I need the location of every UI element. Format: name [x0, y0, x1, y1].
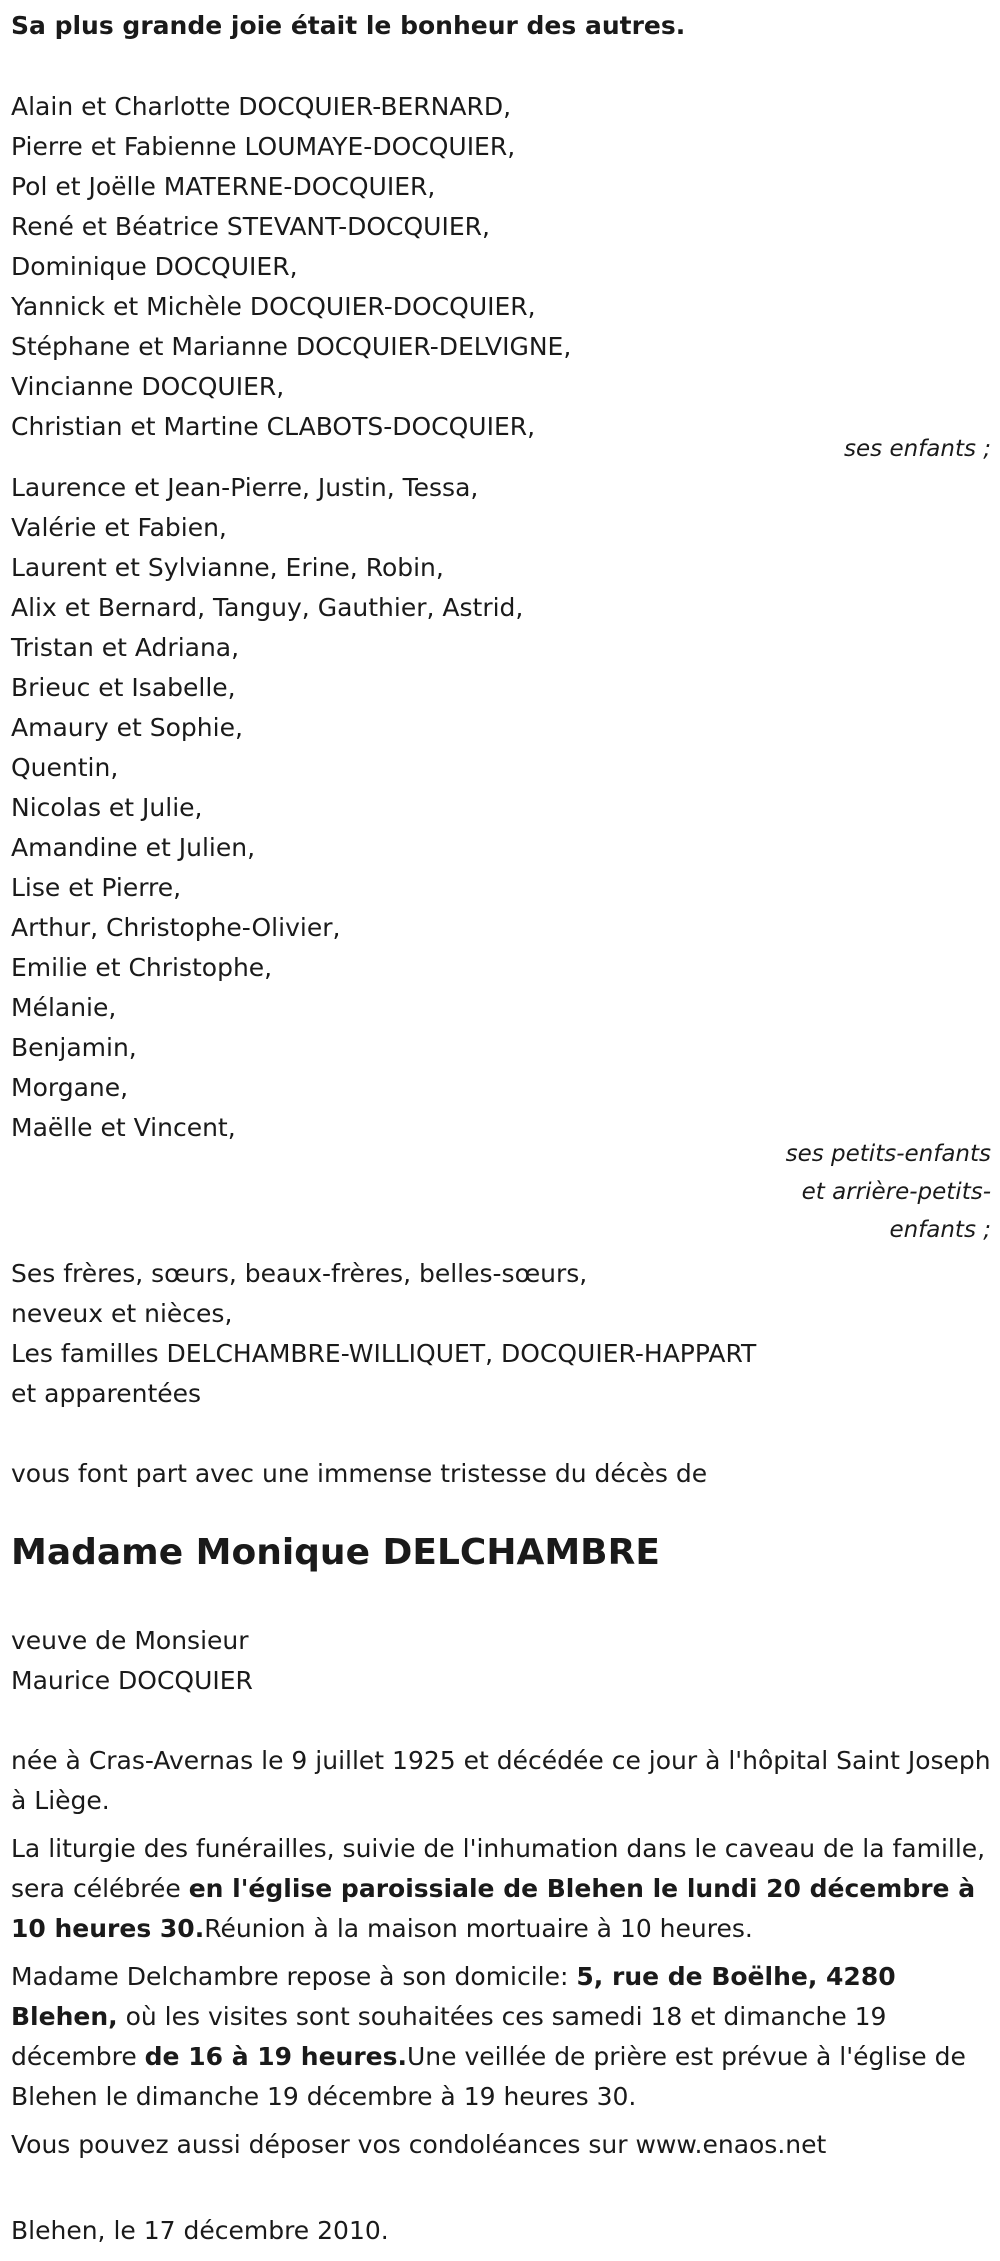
repose-vigil: Une veillée de prière est prévue à l'église de Blehen le dimanche 19 décembre à 19 heures 30.	[11, 2042, 966, 2111]
repose-address: 5, rue de Boëlhe, 4280 Blehen,	[11, 1962, 896, 2031]
child-line: Alain et Charlotte DOCQUIER-BERNARD,	[11, 92, 512, 121]
condolences-info: Vous pouvez aussi déposer vos condoléances sur www.enaos.net	[11, 2130, 827, 2159]
repose-visits: où les visites sont souhaitées ces samedi 18 et dimanche 19 décembre	[11, 2002, 887, 2071]
child-line: Dominique DOCQUIER,	[11, 252, 298, 281]
grandchildren-label-line: ses petits-enfants	[785, 1141, 991, 1167]
motto: Sa plus grande joie était le bonheur des autres.	[11, 11, 686, 40]
widow-line: veuve de Monsieur	[11, 1626, 249, 1655]
liturgy-info	[11, 1829, 991, 1949]
children-label: ses enfants ;	[844, 436, 991, 462]
child-line: René et Béatrice STEVANT-DOCQUIER,	[11, 212, 490, 241]
liturgy-location: en l'église paroissiale de Blehen le lundi 20 décembre à 10 heures 30.	[11, 1874, 976, 1943]
repose-info	[11, 1957, 991, 2117]
grandchild-line: Tristan et Adriana,	[11, 633, 240, 662]
child-line: Christian et Martine CLABOTS-DOCQUIER,	[11, 412, 536, 441]
grandchild-line: Arthur, Christophe-Olivier,	[11, 913, 341, 942]
grandchild-line: Mélanie,	[11, 993, 117, 1022]
grandchild-line: Emilie et Christophe,	[11, 953, 273, 982]
family-list	[11, 1254, 991, 1414]
children-list	[11, 87, 991, 447]
repose-hours: de 16 à 19 heures.	[144, 2042, 407, 2071]
family-line: Les familles DELCHAMBRE-WILLIQUET, DOCQUIER-HAPPART	[11, 1339, 757, 1368]
grandchild-line: Amaury et Sophie,	[11, 713, 243, 742]
liturgy-meeting: Réunion à la maison mortuaire à 10 heures.	[204, 1914, 753, 1943]
grandchildren-label-line: enfants ;	[889, 1217, 991, 1243]
widow-line: Maurice DOCQUIER	[11, 1666, 253, 1695]
grandchild-line: Nicolas et Julie,	[11, 793, 203, 822]
grandchild-line: Morgane,	[11, 1073, 129, 1102]
grandchildren-list	[11, 468, 991, 1148]
announcement: vous font part avec une immense tristesse du décès de	[11, 1459, 708, 1488]
grandchild-line: Benjamin,	[11, 1033, 137, 1062]
repose-text: Madame Delchambre repose à son domicile:	[11, 1962, 577, 1991]
grandchild-line: Brieuc et Isabelle,	[11, 673, 236, 702]
family-line: et apparentées	[11, 1379, 202, 1408]
grandchildren-label	[11, 1135, 993, 1249]
grandchild-line: Valérie et Fabien,	[11, 513, 227, 542]
child-line: Pol et Joëlle MATERNE-DOCQUIER,	[11, 172, 436, 201]
grandchild-line: Quentin,	[11, 753, 119, 782]
grandchild-line: Maëlle et Vincent,	[11, 1113, 236, 1142]
birth-info: née à Cras-Avernas le 9 juillet 1925 et décédée ce jour à l'hôpital Saint Joseph à Liège.	[11, 1746, 991, 1815]
grandchild-line: Alix et Bernard, Tanguy, Gauthier, Astrid,	[11, 593, 524, 622]
widow-info	[11, 1621, 991, 1701]
grandchild-line: Laurent et Sylvianne, Erine, Robin,	[11, 553, 444, 582]
family-line: Ses frères, sœurs, beaux-frères, belles-sœurs,	[11, 1259, 588, 1288]
grandchild-line: Amandine et Julien,	[11, 833, 256, 862]
deceased-name: Madame Monique DELCHAMBRE	[11, 1532, 660, 1573]
family-line: neveux et nièces,	[11, 1299, 233, 1328]
date-line: Blehen, le 17 décembre 2010.	[11, 2216, 389, 2245]
liturgy-text: La liturgie des funérailles, suivie de l'inhumation dans le caveau de la famille, sera célébrée	[11, 1834, 986, 1903]
grandchild-line: Lise et Pierre,	[11, 873, 182, 902]
grandchild-line: Laurence et Jean-Pierre, Justin, Tessa,	[11, 473, 479, 502]
child-line: Vincianne DOCQUIER,	[11, 372, 285, 401]
child-line: Stéphane et Marianne DOCQUIER-DELVIGNE,	[11, 332, 572, 361]
grandchildren-label-line: et arrière-petits-	[801, 1179, 991, 1205]
child-line: Pierre et Fabienne LOUMAYE-DOCQUIER,	[11, 132, 516, 161]
child-line: Yannick et Michèle DOCQUIER-DOCQUIER,	[11, 292, 536, 321]
